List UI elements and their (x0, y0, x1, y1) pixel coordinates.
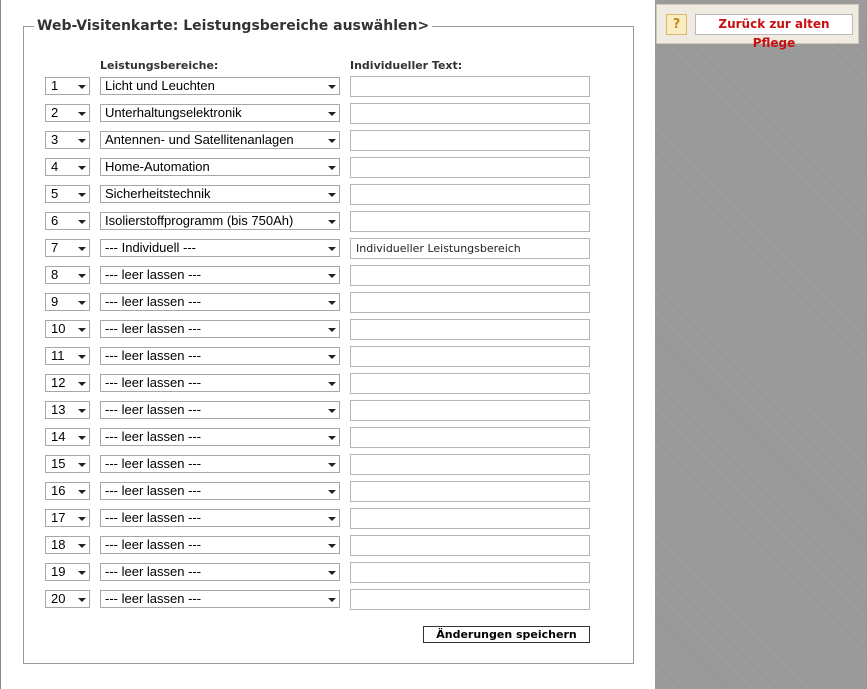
position-value: 3 (51, 132, 59, 147)
position-select[interactable] (45, 158, 90, 176)
position-value: 10 (51, 321, 66, 336)
position-select[interactable] (45, 428, 90, 446)
position-value: 19 (51, 564, 66, 579)
chevron-down-icon (328, 382, 336, 386)
custom-text-input[interactable] (350, 589, 590, 610)
position-select[interactable] (45, 347, 90, 365)
position-select[interactable] (45, 590, 90, 608)
position-value: 7 (51, 240, 59, 255)
category-select[interactable] (100, 374, 340, 392)
category-select[interactable] (100, 482, 340, 500)
category-select[interactable] (100, 509, 340, 527)
position-select[interactable] (45, 320, 90, 338)
chevron-down-icon (328, 274, 336, 278)
chevron-down-icon (328, 571, 336, 575)
chevron-down-icon (78, 463, 86, 467)
custom-text-input[interactable] (350, 130, 590, 151)
chevron-down-icon (328, 247, 336, 251)
chevron-down-icon (328, 220, 336, 224)
category-select[interactable] (100, 158, 340, 176)
position-select[interactable] (45, 482, 90, 500)
position-value: 12 (51, 375, 66, 390)
category-value: Sicherheitstechnik (105, 186, 211, 201)
chevron-down-icon (78, 328, 86, 332)
chevron-down-icon (328, 301, 336, 305)
custom-text-input[interactable] (350, 481, 590, 502)
position-value: 1 (51, 78, 59, 93)
position-select[interactable] (45, 509, 90, 527)
category-value: --- leer lassen --- (105, 294, 202, 309)
position-select[interactable] (45, 374, 90, 392)
column-header-text: Individueller Text: (350, 59, 463, 72)
category-value: --- leer lassen --- (105, 321, 202, 336)
chevron-down-icon (328, 598, 336, 602)
back-to-old-editor-button[interactable]: Zurück zur alten Pflege (695, 14, 853, 35)
category-value: --- leer lassen --- (105, 375, 202, 390)
category-select[interactable] (100, 320, 340, 338)
position-value: 20 (51, 591, 66, 606)
category-value: --- leer lassen --- (105, 483, 202, 498)
chevron-down-icon (78, 517, 86, 521)
chevron-down-icon (328, 544, 336, 548)
category-value: Home-Automation (105, 159, 210, 174)
position-value: 18 (51, 537, 66, 552)
chevron-down-icon (78, 193, 86, 197)
chevron-down-icon (78, 274, 86, 278)
category-value: --- leer lassen --- (105, 564, 202, 579)
custom-text-input[interactable] (350, 508, 590, 529)
chevron-down-icon (78, 436, 86, 440)
category-value: Licht und Leuchten (105, 78, 215, 93)
category-value: --- leer lassen --- (105, 456, 202, 471)
custom-text-input[interactable] (350, 346, 590, 367)
chevron-down-icon (328, 517, 336, 521)
category-value: --- leer lassen --- (105, 591, 202, 606)
chevron-down-icon (78, 409, 86, 413)
position-select[interactable] (45, 455, 90, 473)
custom-text-input[interactable] (350, 319, 590, 340)
custom-text-input[interactable] (350, 400, 590, 421)
column-header-category: Leistungsbereiche: (100, 59, 219, 72)
chevron-down-icon (328, 463, 336, 467)
position-value: 5 (51, 186, 59, 201)
chevron-down-icon (328, 490, 336, 494)
position-value: 11 (51, 348, 65, 363)
position-select[interactable] (45, 212, 90, 230)
chevron-down-icon (78, 490, 86, 494)
chevron-down-icon (328, 328, 336, 332)
custom-text-input[interactable] (350, 373, 590, 394)
chevron-down-icon (78, 112, 86, 116)
custom-text-input[interactable] (350, 292, 590, 313)
chevron-down-icon (78, 544, 86, 548)
chevron-down-icon (328, 166, 336, 170)
chevron-down-icon (78, 355, 86, 359)
position-select[interactable] (45, 266, 90, 284)
chevron-down-icon (328, 112, 336, 116)
category-select[interactable] (100, 185, 340, 203)
position-select[interactable] (45, 563, 90, 581)
position-select[interactable] (45, 77, 90, 95)
custom-text-input[interactable] (350, 238, 590, 259)
category-select[interactable] (100, 536, 340, 554)
category-select[interactable] (100, 131, 340, 149)
position-select[interactable] (45, 293, 90, 311)
category-select[interactable] (100, 104, 340, 122)
custom-text-input[interactable] (350, 562, 590, 583)
chevron-down-icon (328, 436, 336, 440)
position-value: 8 (51, 267, 59, 282)
category-select[interactable] (100, 401, 340, 419)
custom-text-input[interactable] (350, 265, 590, 286)
category-value: Antennen- und Satellitenanlagen (105, 132, 294, 147)
category-select[interactable] (100, 77, 340, 95)
category-select[interactable] (100, 212, 340, 230)
chevron-down-icon (328, 355, 336, 359)
chevron-down-icon (78, 247, 86, 251)
position-value: 16 (51, 483, 66, 498)
position-value: 17 (51, 510, 66, 525)
custom-text-input[interactable] (350, 454, 590, 475)
position-value: 9 (51, 294, 59, 309)
chevron-down-icon (78, 598, 86, 602)
category-value: --- leer lassen --- (105, 267, 202, 282)
position-select[interactable] (45, 536, 90, 554)
category-value: --- leer lassen --- (105, 537, 202, 552)
chevron-down-icon (328, 85, 336, 89)
category-select[interactable] (100, 239, 340, 257)
chevron-down-icon (78, 220, 86, 224)
category-value: --- leer lassen --- (105, 510, 202, 525)
category-value: --- leer lassen --- (105, 402, 202, 417)
question-mark-icon[interactable]: ? (666, 14, 687, 35)
chevron-down-icon (78, 571, 86, 575)
custom-text-input[interactable] (350, 157, 590, 178)
chevron-down-icon (78, 85, 86, 89)
chevron-down-icon (78, 382, 86, 386)
chevron-down-icon (328, 139, 336, 143)
position-value: 13 (51, 402, 66, 417)
category-select[interactable] (100, 347, 340, 365)
position-select[interactable] (45, 131, 90, 149)
category-value: --- leer lassen --- (105, 348, 202, 363)
category-select[interactable] (100, 293, 340, 311)
custom-text-input[interactable] (350, 184, 590, 205)
chevron-down-icon (328, 193, 336, 197)
category-select[interactable] (100, 428, 340, 446)
position-value: 6 (51, 213, 59, 228)
fieldset-legend: Web-Visitenkarte: Leistungsbereiche auswählen> (37, 18, 430, 34)
chevron-down-icon (328, 409, 336, 413)
position-select[interactable] (45, 239, 90, 257)
custom-text-input[interactable] (350, 76, 590, 97)
chevron-down-icon (78, 139, 86, 143)
position-value: 14 (51, 429, 66, 444)
position-select[interactable] (45, 401, 90, 419)
custom-text-input[interactable] (350, 535, 590, 556)
back-box (656, 4, 859, 50)
position-select[interactable] (45, 185, 90, 203)
chevron-down-icon (78, 301, 86, 305)
position-value: 2 (51, 105, 59, 120)
custom-text-input[interactable] (350, 427, 590, 448)
category-select[interactable] (100, 590, 340, 608)
category-select[interactable] (100, 563, 340, 581)
position-select[interactable] (45, 104, 90, 122)
position-value: 4 (51, 159, 59, 174)
category-value: Isolierstoffprogramm (bis 750Ah) (105, 213, 294, 228)
category-value: --- Individuell --- (105, 240, 197, 255)
custom-text-input[interactable] (350, 103, 590, 124)
category-value: --- leer lassen --- (105, 429, 202, 444)
category-value: Unterhaltungselektronik (105, 105, 242, 120)
custom-text-input[interactable] (350, 211, 590, 232)
position-value: 15 (51, 456, 66, 471)
save-changes-button[interactable]: Änderungen speichern (423, 626, 590, 643)
category-select[interactable] (100, 455, 340, 473)
chevron-down-icon (78, 166, 86, 170)
category-select[interactable] (100, 266, 340, 284)
